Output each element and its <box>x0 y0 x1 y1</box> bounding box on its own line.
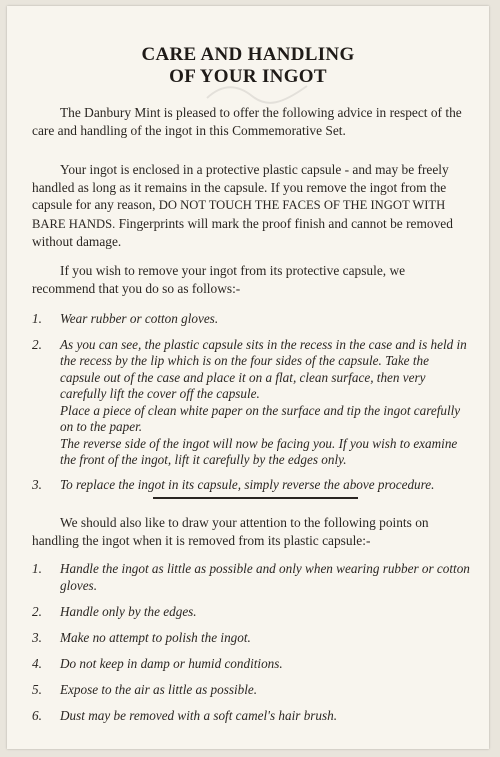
page-title-line-2: OF YOUR INGOT <box>169 66 327 87</box>
point-text: Handle the ingot as little as possible and only when wearing rubber or cotton gloves. <box>60 561 470 593</box>
list-item <box>32 337 472 469</box>
removal-steps-list <box>32 311 472 502</box>
step-text: Wear rubber or cotton gloves. <box>60 311 219 326</box>
handling-points-list <box>32 561 472 734</box>
list-item <box>32 656 472 673</box>
intro-paragraph: The Danbury Mint is pleased to offer the following advice in respect of the care and handling of the ingot in this Commemorative Set. <box>32 105 462 138</box>
step-number: 3. <box>32 476 42 492</box>
step-number: 1. <box>32 311 42 326</box>
capsule-paragraph <box>32 161 467 251</box>
step-text-line: Place a piece of clean white paper on the surface and tip the ingot carefully on to the paper. <box>60 402 461 434</box>
point-text: Expose to the air as little as possible. <box>60 681 258 697</box>
point-number: 1. <box>32 561 42 576</box>
list-item <box>32 561 472 594</box>
point-number: 2. <box>32 603 42 619</box>
point-number: 4. <box>32 655 42 671</box>
section-divider <box>153 497 358 499</box>
point-text: Dust may be removed with a soft camel's hair brush. <box>60 707 338 723</box>
capsule-text-after: Fingerprints will mark the proof finish and cannot be removed without damage. <box>32 215 453 249</box>
point-number: 5. <box>32 681 42 697</box>
point-text: Make no attempt to polish the ingot. <box>60 629 251 645</box>
point-text: Handle only by the edges. <box>60 603 197 619</box>
list-item <box>32 630 472 647</box>
document-page <box>7 6 489 749</box>
point-text: Do not keep in damp or humid conditions. <box>60 655 283 671</box>
step-text: To replace the ingot in its capsule, simply reverse the above procedure. <box>60 476 435 492</box>
page-title-line-1: CARE AND HANDLING <box>141 44 355 65</box>
step-number: 2. <box>32 336 42 352</box>
list-item <box>32 311 472 328</box>
capsule-warning: DO NOT TOUCH THE FACES OF THE INGOT WITH BARE HANDS. <box>32 198 446 231</box>
list-item <box>32 477 472 494</box>
capsule-text-before: Your ingot is enclosed in a protective plastic capsule - and may be freely handled as long as it remains in the capsule. If you remove the ingot from the capsule for any reason, <box>32 162 449 212</box>
point-number: 3. <box>32 629 42 645</box>
list-item <box>32 604 472 621</box>
step-text-line: As you can see, the plastic capsule sits in the recess in the case and is held in the recess by the lip which is on the four sides of the capsule. Take the capsule out of the case and place it on a flat, clean surface, then very carefully lift the cover off the capsule. <box>60 336 467 401</box>
handling-intro-paragraph: We should also like to draw your attention to the following points on handling the ingot when it is removed from its plastic capsule:- <box>32 515 429 548</box>
point-number: 6. <box>32 707 42 723</box>
list-item <box>32 682 472 699</box>
removal-intro-paragraph: If you wish to remove your ingot from its protective capsule, we recommend that you do so as follows:- <box>32 263 406 296</box>
step-text-line: The reverse side of the ingot will now be facing you. If you wish to examine the front of the ingot, lift it carefully by the edges only. <box>60 435 458 467</box>
list-item <box>32 708 472 725</box>
